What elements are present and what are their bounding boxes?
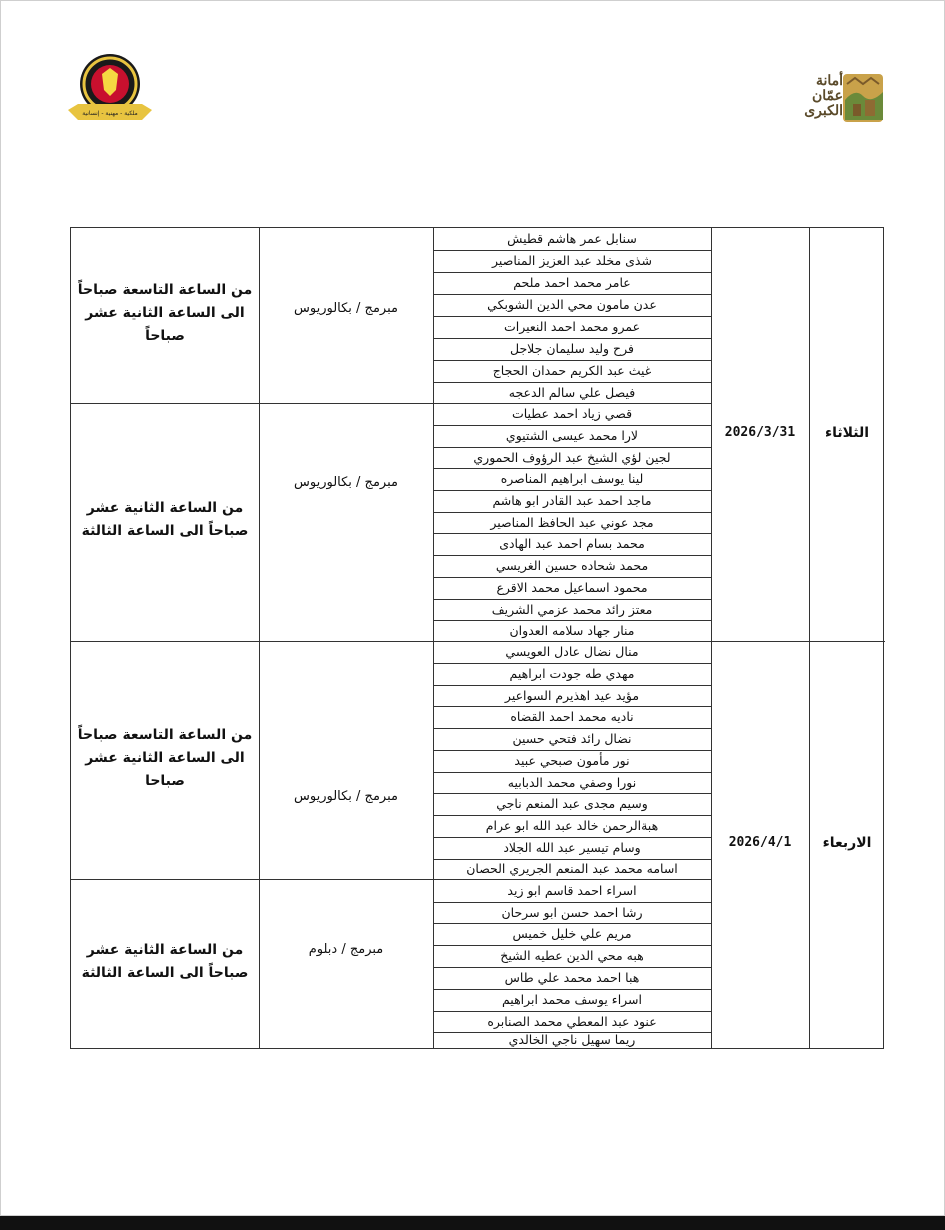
time-slot-line: صباحاً [145,328,185,344]
time-slot-line: صباحاً الى الساعة الثالثة [81,964,249,981]
group-divider [71,879,433,880]
candidate-name: هبا احمد محمد علي طاس [504,970,640,985]
exam-date: 2026/4/1 [728,834,792,850]
time-slot-line: من الساعة الثانية عشر [86,500,244,516]
candidate-name: اسامه محمد عبد المنعم الجريري الحصان [466,861,678,876]
column-divider [809,228,810,1048]
candidate-name: مريم علي خليل خميس [512,926,632,941]
time-slot-line: الى الساعة الثانية عشر [85,305,245,321]
candidate-name: نضال رائد فتحي حسين [512,731,632,746]
day-divider [711,641,885,642]
exam-day: الاربعاء [822,834,872,851]
time-slot-line: من الساعة التاسعة صباحاً [77,282,253,298]
candidate-name: سنابل عمر هاشم قطيش [507,231,637,246]
time-slot-line: الى الساعة الثانية عشر [85,749,245,766]
exam-day: الثلاثاء [824,424,870,441]
time-slot-line: صباحاً الى الساعة الثالثة [81,523,249,539]
candidate-name: ريما سهيل ناجي الخالدي [508,1032,636,1047]
candidate-name: ناديه محمد احمد القضاه [510,709,634,724]
candidate-name: لارا محمد عيسى الشتيوي [505,428,639,443]
specialty-cell: مبرمج / بكالوريوس [294,475,398,490]
candidate-name: غيث عبد الكريم حمدان الحجاج [492,363,652,378]
candidate-name: نورا وصفي محمد الدبابيه [507,775,637,790]
candidate-name: مجد عوني عبد الحافظ المناصير [490,515,654,530]
exam-date: 2026/3/31 [724,424,796,440]
schedule-table [70,227,884,1049]
candidate-name: نور مأمون صبحي عبيد [514,753,630,768]
time-slot-cell [71,279,259,348]
candidate-name: محمود اسماعيل محمد الاقرع [496,580,648,595]
civil-service-logo [64,50,156,130]
candidate-name: فرح وليد سليمان جلاجل [509,341,635,356]
column-divider [711,228,712,1048]
candidate-name: منال نضال عادل العويسي [505,644,639,659]
candidate-name: لينا يوسف ابراهيم المناصره [500,471,644,486]
column-divider [259,228,260,1048]
gam-logo-text: أمانة عمّان الكبرى [804,73,843,119]
candidate-name: منار جهاد سلامه العدوان [509,623,635,638]
candidate-name: عامر محمد احمد ملحم [513,275,631,290]
candidate-name: مؤيد عيد اهذيرم السواعير [504,688,640,703]
candidate-name: هبةالرحمن خالد عبد الله ابو عرام [485,818,659,833]
group-divider [71,641,433,642]
time-slot-line: من الساعة التاسعة صباحاً [77,726,253,743]
time-slot-line: صباحا [145,772,185,789]
candidate-name: مهدي طه جودت ابراهيم [509,666,635,681]
candidate-name: ماجد احمد عبد القادر ابو هاشم [492,493,652,508]
candidate-name: محمد بسام احمد عبد الهادى [499,536,645,551]
group-divider [71,403,433,404]
candidate-name: عمرو محمد احمد النعيرات [503,319,641,334]
time-slot-cell [71,497,259,543]
candidate-name: عنود عبد المعطي محمد الصنابره [487,1014,657,1029]
civil-logo-caption: ملكية - مهنية - إنسانية [82,110,138,117]
candidate-name: وسام تيسير عبد الله الجلاد [503,840,641,855]
bottom-bar [0,1216,945,1230]
specialty-cell: مبرمج / بكالوريوس [294,789,398,804]
candidate-name: لجين لؤي الشيخ عبد الرؤوف الحموري [473,450,671,465]
specialty-cell: مبرمج / بكالوريوس [294,301,398,316]
candidate-name: فيصل علي سالم الدعجه [508,385,636,400]
candidate-name: اسراء يوسف محمد ابراهيم [501,992,643,1007]
time-slot-line: من الساعة الثانية عشر [86,941,244,958]
candidate-name: عدن مامون محي الدين الشوبكي [487,297,657,312]
gam-emblem-icon [841,70,885,126]
specialty-cell: مبرمج / دبلوم [308,942,384,957]
candidate-name: شذى مخلد عبد العزيز المناصير [492,253,652,268]
candidate-name: رشا احمد حسن ابو سرحان [501,905,643,920]
candidate-name: وسيم مجدى عبد المنعم ناجي [496,796,648,811]
candidate-name: قصي زياد احمد عطيات [511,406,633,421]
candidate-name: هبه محي الدين عطيه الشيخ [500,948,644,963]
time-slot-cell [71,939,259,985]
time-slot-cell [71,724,259,793]
candidate-name: محمد شحاده حسين الغريسي [495,558,649,573]
gam-logo [795,68,885,128]
candidate-name: معتز رائد محمد عزمي الشريف [491,602,653,617]
candidate-name: اسراء احمد قاسم ابو زيد [507,883,637,898]
